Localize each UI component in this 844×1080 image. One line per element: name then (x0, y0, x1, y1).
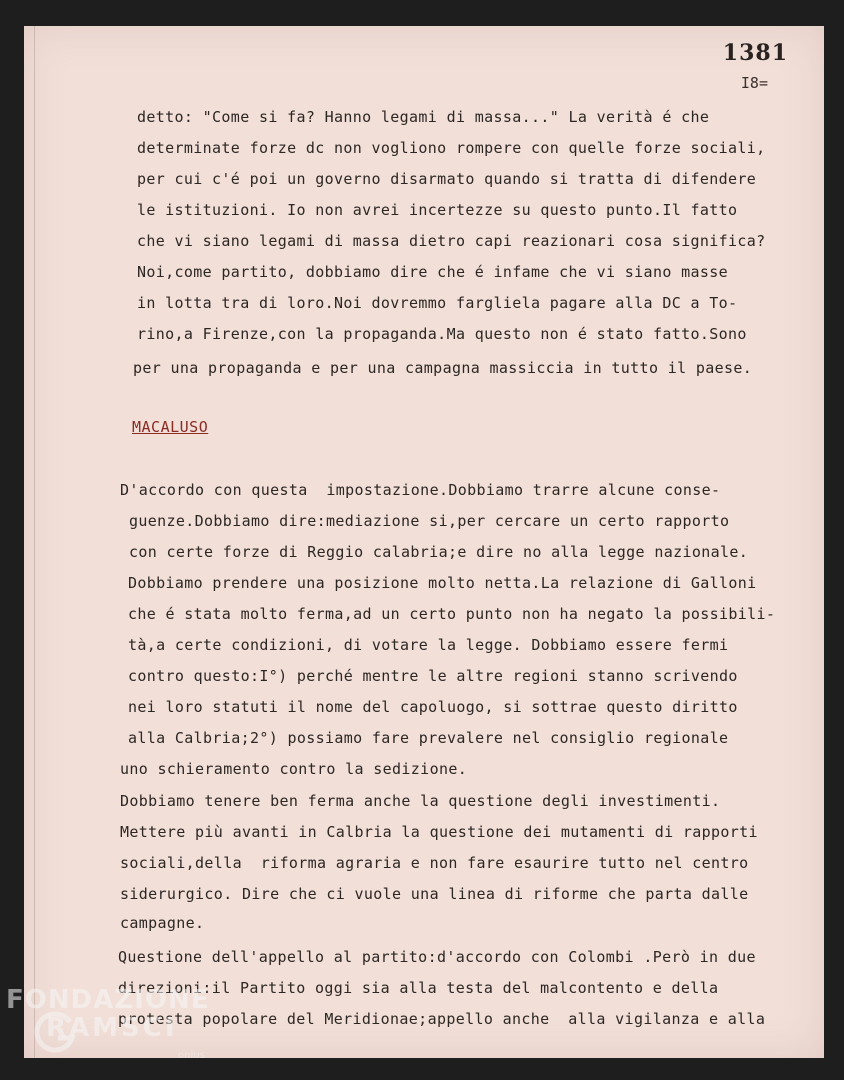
text-line: Dobbiamo prendere una posizione molto netta.La relazione di Galloni (128, 574, 757, 592)
text-line: per cui c'é poi un governo disarmato quando si tratta di difendere (137, 170, 757, 188)
typed-document-page (24, 26, 824, 1058)
watermark-onlus: onlus (178, 1050, 205, 1061)
text-line: per una propaganda e per una campagna massiccia in tutto il paese. (133, 359, 753, 377)
page-sub-number: I8= (740, 74, 768, 92)
text-line: determinate forze dc non vogliono rompere con quelle forze sociali, (137, 139, 766, 157)
text-line: siderurgico. Dire che ci vuole una linea di riforme che parta dalle (120, 885, 749, 903)
speaker-heading: MACALUSO (132, 418, 209, 436)
text-line: campagne. (120, 914, 205, 932)
text-line: che vi siano legami di massa dietro capi reazionari cosa significa? (137, 232, 766, 250)
text-line: detto: "Come si fa? Hanno legami di massa..." La verità é che (137, 108, 710, 126)
text-line: che é stata molto ferma,ad un certo punto non ha negato la possibili- (128, 605, 776, 623)
text-line: con certe forze di Reggio calabria;e dire no alla legge nazionale. (129, 543, 749, 561)
text-line: in lotta tra di loro.Noi dovremmo fargliela pagare alla DC a To- (137, 294, 738, 312)
gramsci-g-logo-icon (30, 1008, 80, 1058)
text-line: contro questo:I°) perché mentre le altre regioni stanno scrivendo (128, 667, 738, 685)
text-line: Noi,come partito, dobbiamo dire che é infame che vi siano masse (137, 263, 728, 281)
text-line: Mettere più avanti in Calbria la questione dei mutamenti di rapporti (120, 823, 758, 841)
text-line: rino,a Firenze,con la propaganda.Ma questo non é stato fatto.Sono (137, 325, 747, 343)
text-line: guenze.Dobbiamo dire:mediazione si,per cercare un certo rapporto (129, 512, 730, 530)
text-line: tà,a certe condizioni, di votare la legge. Dobbiamo essere fermi (128, 636, 729, 654)
text-line: Dobbiamo tenere ben ferma anche la questione degli investimenti. (120, 792, 721, 810)
page-fold-line (34, 26, 35, 1058)
text-line: le istituzioni. Io non avrei incertezze su questo punto.Il fatto (137, 201, 738, 219)
watermark-line-2-text: RAMSCI (46, 1013, 178, 1043)
text-line: uno schieramento contro la sedizione. (120, 760, 468, 778)
text-line: direzioni:il Partito oggi sia alla testa del malcontento e della (118, 979, 719, 997)
fondazione-gramsci-watermark (6, 985, 210, 1061)
text-line: nei loro statuti il nome del capoluogo, si sottrae questo diritto (128, 698, 738, 716)
watermark-line-2 (6, 1014, 209, 1042)
page-number: 1381 (722, 40, 788, 66)
text-line: protesta popolare del Meridionae;appello anche alla vigilanza e alla (118, 1010, 766, 1028)
text-line: alla Calbria;2°) possiamo fare prevalere nel consiglio regionale (128, 729, 729, 747)
text-line: D'accordo con questa impostazione.Dobbiamo trarre alcune conse- (120, 481, 721, 499)
text-line: Questione dell'appello al partito:d'accordo con Colombi .Però in due (118, 948, 756, 966)
watermark-line-1: FONDAZIONE (6, 985, 210, 1015)
text-line: sociali,della riforma agraria e non fare esaurire tutto nel centro (120, 854, 749, 872)
